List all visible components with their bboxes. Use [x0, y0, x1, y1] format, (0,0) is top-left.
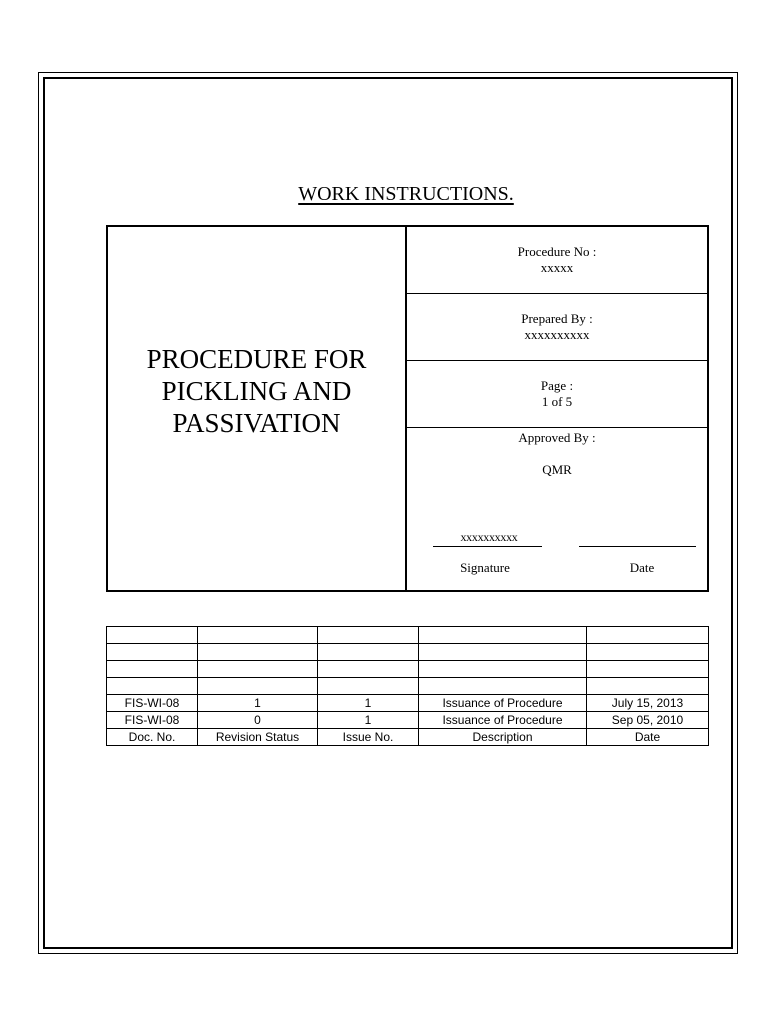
procedure-no-cell [407, 227, 707, 294]
signature-value: xxxxxxxxxx [460, 530, 518, 544]
column-header-doc-no: Doc. No. [107, 729, 198, 746]
table-cell [198, 661, 318, 678]
doc-no-cell: FIS-WI-08 [107, 695, 198, 712]
table-cell [198, 678, 318, 695]
table-row [107, 678, 709, 695]
revision-status-cell: 1 [198, 695, 318, 712]
table-row [107, 695, 709, 712]
table-header-row [107, 729, 709, 746]
table-cell [318, 678, 419, 695]
procedure-meta-column [407, 227, 707, 590]
table-cell [318, 644, 419, 661]
issue-no-cell: 1 [318, 695, 419, 712]
revision-table [106, 626, 709, 746]
procedure-header-box [106, 225, 709, 592]
description-cell: Issuance of Procedure [419, 712, 587, 729]
table-cell [587, 627, 709, 644]
table-row [107, 627, 709, 644]
table-row [107, 661, 709, 678]
date-line [579, 546, 696, 547]
column-header-issue-no: Issue No. [318, 729, 419, 746]
signature-line [433, 546, 542, 547]
table-row [107, 712, 709, 729]
doc-no-cell: FIS-WI-08 [107, 712, 198, 729]
table-cell [107, 661, 198, 678]
table-cell [107, 678, 198, 695]
prepared-by-cell [407, 294, 707, 361]
table-cell [419, 661, 587, 678]
page-value: 1 of 5 [541, 394, 573, 409]
approved-by-cell [407, 428, 707, 590]
table-row [107, 644, 709, 661]
approved-by-label: Approved By : [518, 430, 596, 445]
prepared-by-value: xxxxxxxxxx [524, 327, 590, 342]
table-cell [419, 678, 587, 695]
issue-no-cell: 1 [318, 712, 419, 729]
procedure-title-line: PROCEDURE FOR [146, 343, 367, 374]
revision-status-cell: 0 [198, 712, 318, 729]
procedure-no-value: xxxxx [540, 260, 574, 275]
table-cell [587, 644, 709, 661]
table-cell [419, 644, 587, 661]
table-cell [419, 627, 587, 644]
column-header-revision-status: Revision Status [198, 729, 318, 746]
procedure-title-line: PICKLING AND [161, 375, 352, 406]
prepared-by-label: Prepared By : [521, 311, 593, 326]
procedure-no-label: Procedure No : [517, 244, 597, 259]
table-cell [198, 644, 318, 661]
signature-label: Signature [460, 560, 510, 575]
page-label: Page : [540, 378, 574, 393]
approved-by-value: QMR [542, 462, 572, 477]
description-cell: Issuance of Procedure [419, 695, 587, 712]
table-cell [198, 627, 318, 644]
date-cell: Sep 05, 2010 [587, 712, 709, 729]
procedure-title-cell [108, 227, 407, 590]
date-cell: July 15, 2013 [587, 695, 709, 712]
date-label: Date [629, 560, 655, 575]
table-cell [318, 661, 419, 678]
document-heading: WORK INSTRUCTIONS. [298, 183, 514, 205]
page-cell [407, 361, 707, 428]
table-cell [587, 661, 709, 678]
procedure-title [117, 343, 397, 439]
procedure-title-line: PASSIVATION [172, 407, 341, 438]
column-header-date: Date [587, 729, 709, 746]
table-cell [107, 627, 198, 644]
column-header-description: Description [419, 729, 587, 746]
table-cell [587, 678, 709, 695]
table-cell [318, 627, 419, 644]
table-cell [107, 644, 198, 661]
